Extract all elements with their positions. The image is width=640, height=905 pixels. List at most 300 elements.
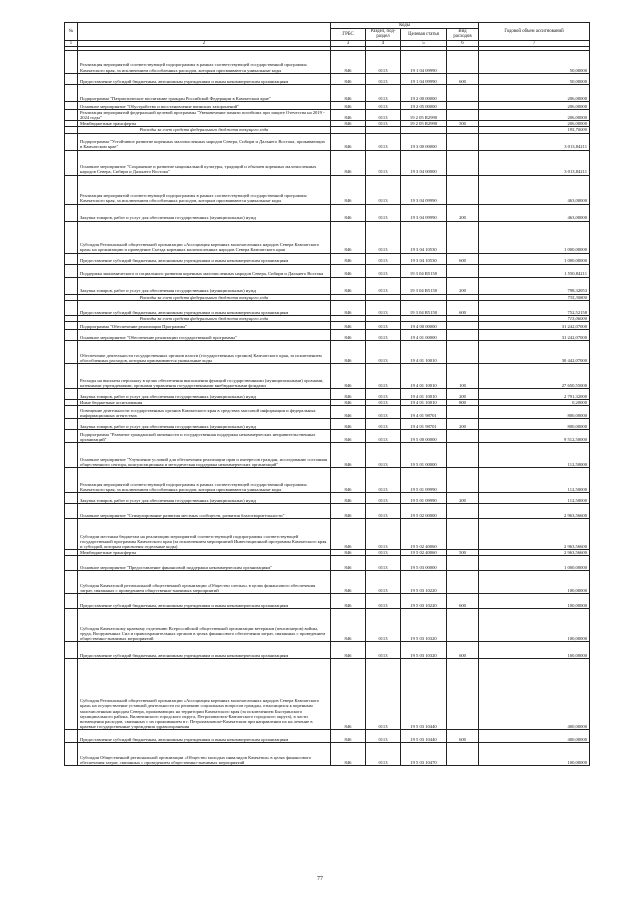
col-index: 5: [401, 40, 447, 46]
exptype-cell: [447, 322, 479, 330]
num-cell: [65, 730, 78, 743]
name-cell: Расходы на выплаты персоналу в целях обеспечения выполнения функций государственными (муниципальными) органами, казенными учреждениями, органами управления государственными внебюджетными фондами: [78, 364, 331, 389]
amount-cell: 206,00000: [479, 109, 590, 120]
num-cell: [65, 594, 78, 609]
name-cell: Основное мероприятие "Обеспечение реализации государственной программы": [78, 330, 331, 341]
table-row: [65, 493, 590, 504]
name-cell: Основное мероприятие "Обустройство и восстановление воинских захоронений": [78, 101, 331, 109]
target-cell: 19 5 02 00000: [401, 504, 447, 519]
table-row: [65, 468, 590, 493]
name-cell: Субсидия Общественной региональной организации «Общество молодых инвалидов Камчатки» в целях финансового обеспечения затрат, связанных с проведением общественно-значимых мероприятий: [78, 743, 331, 766]
target-cell: 19 4 01 10010: [401, 400, 447, 406]
name-cell: Реализация мероприятий соответствующей подпрограммы в рамках соответствующей государственной программы Камчатского края, за исключением обособленных расходов, которым присваиваются уникальные коды: [78, 468, 331, 493]
exptype-cell: 600: [447, 594, 479, 609]
table-row: [65, 571, 590, 594]
num-cell: [65, 504, 78, 519]
name-cell: Освещение деятельности государственных органов Камчатского края в средствах массовой информации и федеральных информационных агентствах: [78, 406, 331, 419]
table-row: [65, 50, 590, 73]
num-cell: [65, 300, 78, 315]
name-cell: Закупка товаров, работ и услуг для обеспечения государственных (муниципальных) нужд: [78, 493, 331, 504]
amount-cell: 31 242,07000: [479, 322, 590, 330]
section-cell: 0113: [366, 73, 401, 84]
target-cell: 19 3 00 00000: [401, 133, 447, 150]
target-cell: 19 3 04 09990: [401, 175, 447, 204]
section-cell: 0113: [366, 204, 401, 221]
grbs-cell: 846: [331, 730, 366, 743]
num-cell: [65, 322, 78, 330]
name-cell: Иные бюджетные ассигнования: [78, 400, 331, 406]
exptype-cell: [447, 743, 479, 766]
num-cell: [65, 364, 78, 389]
exptype-cell: 500: [447, 550, 479, 556]
amount-cell: 400,00000: [479, 659, 590, 730]
table-row: [65, 430, 590, 443]
table-row: [65, 253, 590, 264]
name-cell: Основное мероприятие "Сохранение и развитие национальной культуры, традиций и обычаев коренных малочисленных народов Севера, Сибири и Дальнего Востока": [78, 150, 331, 175]
grbs-cell: 846: [331, 50, 366, 73]
exptype-cell: [447, 556, 479, 571]
amount-cell: 195,70000: [479, 127, 590, 133]
exptype-cell: 600: [447, 300, 479, 315]
amount-cell: 1 000,00000: [479, 253, 590, 264]
exptype-cell: [447, 443, 479, 468]
target-cell: 19 3 04 R5150: [401, 300, 447, 315]
amount-cell: 50,00000: [479, 50, 590, 73]
section-cell: 0113: [366, 730, 401, 743]
name-cell: Субсидия Региональной общественной организации «Ассоциация коренных малочисленных народов Севера Камчатского края» на организацию и проведение Съезда коренных малочисленных народов Севера Камчатского края: [78, 221, 331, 253]
section-cell: 0113: [366, 659, 401, 730]
exptype-cell: [447, 659, 479, 730]
target-cell: 19 5 01 00000: [401, 443, 447, 468]
grbs-cell: 846: [331, 743, 366, 766]
table-row: [65, 277, 590, 294]
codes-header: Коды: [331, 23, 479, 29]
section-cell: 0113: [366, 330, 401, 341]
amount-cell: 100,00000: [479, 609, 590, 642]
name-cell: Межбюджетные трансферты: [78, 121, 331, 127]
target-cell: 19 3 04 10530: [401, 221, 447, 253]
section-cell: 0113: [366, 175, 401, 204]
table-row: [65, 556, 590, 571]
section-cell: 0113: [366, 609, 401, 642]
target-cell: 19 5 02 40060: [401, 519, 447, 550]
amount-cell: 31 242,07000: [479, 330, 590, 341]
grbs-cell: 846: [331, 406, 366, 419]
exptype-cell: [447, 406, 479, 419]
amount-cell: 2 791,32000: [479, 389, 590, 400]
amount-cell: 112,50000: [479, 493, 590, 504]
target-cell: 19 3 04 R5150: [401, 264, 447, 277]
target-cell: 19 5 02 40060: [401, 550, 447, 556]
name-cell: Предоставление субсидий бюджетным, автономным учреждениям и иным некоммерческим организациям: [78, 594, 331, 609]
table-row: [65, 133, 590, 150]
grbs-cell: 846: [331, 550, 366, 556]
table-row: [65, 659, 590, 730]
exptype-cell: 100: [447, 364, 479, 389]
amount-cell: 1 000,00000: [479, 221, 590, 253]
table-row: [65, 73, 590, 84]
target-cell: 19 4 01 98701: [401, 419, 447, 430]
exptype-cell: [447, 133, 479, 150]
target-cell: 19 2 00 00000: [401, 84, 447, 101]
amount-cell: 715,06000: [479, 315, 590, 321]
name-cell: Основное мероприятие "Стимулирование развития местных сообществ, развития благотворительности": [78, 504, 331, 519]
name-cell: Обеспечение деятельности государственных органов власти (государственных органов) Камчатского края, за исключением обособленных расходов, которым присваиваются уникальные коды: [78, 341, 331, 364]
name-cell: Субсидия Камчатскому краевому отделению Всероссийской общественной организации ветеранов (пенсионеров) войны, труда, Вооруженных Сил и правоохранительных органов в целях финансового обеспечения затрат, связанных с проведением общественно-значимых мероприятий: [78, 609, 331, 642]
name-cell: Подпрограмма "Устойчивое развитие коренных малочисленных народов Севера, Сибири и Дальнего Востока, проживающих в Камчатском крае": [78, 133, 331, 150]
table-row: [65, 519, 590, 550]
section-cell: 0113: [366, 468, 401, 493]
num-cell: [65, 264, 78, 277]
exptype-cell: 600: [447, 73, 479, 84]
table-row: [65, 642, 590, 659]
col-index: 7: [479, 40, 590, 46]
section-cell: 0113: [366, 264, 401, 277]
table-row: [65, 175, 590, 204]
grbs-cell: 846: [331, 594, 366, 609]
exptype-cell: 500: [447, 121, 479, 127]
exptype-cell: [447, 330, 479, 341]
num-cell: [65, 50, 78, 73]
table-row: [65, 389, 590, 400]
table-row: [65, 609, 590, 642]
num-cell: [65, 556, 78, 571]
num-cell: [65, 493, 78, 504]
section-cell: 0113: [366, 642, 401, 659]
exptype-cell: [447, 519, 479, 550]
target-cell: 19 3 04 00000: [401, 150, 447, 175]
table-row: [65, 322, 590, 330]
grbs-cell: 846: [331, 253, 366, 264]
exptype-cell: [447, 109, 479, 120]
target-cell: 19 4 01 10010: [401, 341, 447, 364]
grbs-cell: 846: [331, 642, 366, 659]
name-cell: Предоставление субсидий бюджетным, автономным учреждениям и иным некоммерческим организациям: [78, 300, 331, 315]
num-cell: [65, 419, 78, 430]
table-row: [65, 504, 590, 519]
exptype-cell: [447, 84, 479, 101]
col-target-header: Целевая статья: [401, 29, 447, 40]
name-cell: Подпрограмма "Развитие гражданской активности и государственная поддержка некоммерческих неправительственных организаций": [78, 430, 331, 443]
table-row: [65, 204, 590, 221]
name-cell: Закупка товаров, работ и услуг для обеспечения государственных (муниципальных) нужд: [78, 277, 331, 294]
col-volume-header: Годовой объем ассигнований: [479, 23, 590, 41]
name-cell: Расходы за счет средств федерального бюджета текущего года: [78, 294, 331, 300]
grbs-cell: 846: [331, 330, 366, 341]
exptype-cell: [447, 150, 479, 175]
table-row: [65, 264, 590, 277]
grbs-cell: 846: [331, 150, 366, 175]
amount-cell: 3 013,84211: [479, 133, 590, 150]
target-cell: 19 5 01 09990: [401, 468, 447, 493]
grbs-cell: 846: [331, 519, 366, 550]
amount-cell: 30 442,07000: [479, 341, 590, 364]
num-cell: [65, 389, 78, 400]
num-cell: [65, 109, 78, 120]
target-cell: 19 5 03 10440: [401, 659, 447, 730]
amount-cell: 752,52158: [479, 300, 590, 315]
target-cell: 19 3 04 R5150: [401, 277, 447, 294]
grbs-cell: 846: [331, 556, 366, 571]
table-row: [65, 443, 590, 468]
table-row: [65, 109, 590, 120]
name-cell: Закупка товаров, работ и услуг для обеспечения государственных (муниципальных) нужд: [78, 389, 331, 400]
num-cell: [65, 150, 78, 175]
name-cell: Закупка товаров, работ и услуг для обеспечения государственных (муниципальных) нужд: [78, 419, 331, 430]
section-cell: 0113: [366, 389, 401, 400]
num-cell: [65, 175, 78, 204]
num-cell: [65, 659, 78, 730]
amount-cell: 0,20000: [479, 400, 590, 406]
page-number: 77: [317, 876, 323, 882]
table-row: [65, 221, 590, 253]
section-cell: 0113: [366, 253, 401, 264]
num-cell: [65, 84, 78, 101]
grbs-cell: 846: [331, 73, 366, 84]
exptype-cell: 200: [447, 389, 479, 400]
section-cell: 0113: [366, 419, 401, 430]
exptype-cell: 200: [447, 204, 479, 221]
target-cell: 19 5 03 10470: [401, 743, 447, 766]
name-cell: Реализация мероприятий соответствующей подпрограммы в рамках соответствующей государственной программы Камчатского края, за исключением обособленных расходов, которым присваиваются уникальные коды: [78, 175, 331, 204]
name-cell: Субсидии местным бюджетам на реализацию мероприятий соответствующей подпрограммы соответствующей государственной программы Камчатского края (за исключением мероприятий Инвестиционной программы Камчатского края и субсидий, которым присвоены отдельные коды): [78, 519, 331, 550]
exptype-cell: 600: [447, 253, 479, 264]
table-row: [65, 364, 590, 389]
grbs-cell: 846: [331, 121, 366, 127]
num-cell: [65, 609, 78, 642]
num-cell: [65, 743, 78, 766]
target-cell: 19 2 05 R2990: [401, 121, 447, 127]
table-row: [65, 150, 590, 175]
section-cell: 0113: [366, 743, 401, 766]
target-cell: 19 2 05 00000: [401, 101, 447, 109]
section-cell: 0113: [366, 322, 401, 330]
amount-cell: 9 512,50000: [479, 430, 590, 443]
num-cell: [65, 204, 78, 221]
amount-cell: 2 963,56600: [479, 519, 590, 550]
table-header: [65, 23, 590, 51]
section-cell: 0113: [366, 341, 401, 364]
amount-cell: 206,00000: [479, 84, 590, 101]
name-cell: Предоставление субсидий бюджетным, автономным учреждениям и иным некоммерческим организациям: [78, 730, 331, 743]
name-cell: Субсидия Камчатской региональной общественной организации «Общество слепых» в целях финансового обеспечения затрат, связанных с проведением общественно-значимых мероприятий: [78, 571, 331, 594]
num-cell: [65, 341, 78, 364]
name-cell: Субсидия Региональной общественной организации «Ассоциация коренных малочисленных народов Севера Камчатского края» на осуществление уставной деятельности по решению социальных вопросов граждан, относящихся к коренным малочисленным народам Севера, проживающих на территории Камчатского края (за исключением Быстринского муниципального района, Вилючинского городского округа, Петропавловск-Камчатского городского округа), в части возмещения расходов, связанных с их проживанием в г. Петропавловске-Камчатском при направлении их на лечение в краевые государственные учреждения здравоохранения: [78, 659, 331, 730]
grbs-cell: 846: [331, 300, 366, 315]
section-cell: 0113: [366, 406, 401, 419]
name-cell: Основное мероприятие "Улучшение условий для обеспечения реализации прав и интересов граждан, исследование состояния общественного сектора, консультационная и методическая поддержка некоммерческих организаций": [78, 443, 331, 468]
amount-cell: 100,00000: [479, 743, 590, 766]
amount-cell: 800,00000: [479, 406, 590, 419]
target-cell: 19 4 01 98701: [401, 406, 447, 419]
table-body: [65, 50, 590, 766]
grbs-cell: 846: [331, 277, 366, 294]
amount-cell: 100,00000: [479, 642, 590, 659]
exptype-cell: [447, 175, 479, 204]
target-cell: 19 5 03 10320: [401, 609, 447, 642]
amount-cell: 2 963,56600: [479, 550, 590, 556]
col-index: 3: [331, 40, 366, 46]
grbs-cell: 846: [331, 443, 366, 468]
col-exptype-header: Вид расходов: [447, 29, 479, 40]
target-cell: 19 3 04 09990: [401, 204, 447, 221]
grbs-cell: 846: [331, 430, 366, 443]
col-index: 6: [447, 40, 479, 46]
section-cell: 0113: [366, 519, 401, 550]
section-cell: 0113: [366, 364, 401, 389]
target-cell: 19 5 03 10220: [401, 594, 447, 609]
section-cell: 0113: [366, 84, 401, 101]
target-cell: 19 4 01 10010: [401, 389, 447, 400]
num-cell: [65, 406, 78, 419]
target-cell: 19 5 03 10440: [401, 730, 447, 743]
exptype-cell: [447, 341, 479, 364]
section-cell: 0113: [366, 594, 401, 609]
grbs-cell: 846: [331, 341, 366, 364]
amount-cell: 735,30800: [479, 294, 590, 300]
amount-cell: 463,00000: [479, 204, 590, 221]
name-cell: Предоставление субсидий бюджетным, автономным учреждениям и иным некоммерческим организациям: [78, 253, 331, 264]
amount-cell: 2 963,56600: [479, 504, 590, 519]
section-cell: 0113: [366, 300, 401, 315]
target-cell: 19 4 01 00000: [401, 330, 447, 341]
amount-cell: 206,00000: [479, 121, 590, 127]
col-index: 4: [366, 40, 401, 46]
exptype-cell: 600: [447, 642, 479, 659]
name-cell: Расходы за счет средств федерального бюджета текущего года: [78, 315, 331, 321]
exptype-cell: [447, 221, 479, 253]
section-cell: 0113: [366, 571, 401, 594]
target-cell: 19 5 01 09990: [401, 493, 447, 504]
col-number-header: №: [65, 23, 78, 41]
table-row: [65, 101, 590, 109]
amount-cell: 3 013,84211: [479, 150, 590, 175]
num-cell: [65, 133, 78, 150]
grbs-cell: 846: [331, 504, 366, 519]
grbs-cell: 846: [331, 204, 366, 221]
grbs-cell: 846: [331, 571, 366, 594]
num-cell: [65, 221, 78, 253]
num-cell: [65, 277, 78, 294]
amount-cell: 800,00000: [479, 419, 590, 430]
section-cell: 0113: [366, 50, 401, 73]
section-cell: 0113: [366, 550, 401, 556]
grbs-cell: 846: [331, 322, 366, 330]
target-cell: 19 4 00 00000: [401, 322, 447, 330]
grbs-cell: 846: [331, 101, 366, 109]
exptype-cell: [447, 468, 479, 493]
num-cell: [65, 430, 78, 443]
name-cell: Реализация мероприятий соответствующей подпрограммы в рамках соответствующей государственной программы Камчатского края, за исключением обособленных расходов, которым присваиваются уникальные коды: [78, 50, 331, 73]
grbs-cell: 846: [331, 84, 366, 101]
name-cell: Подпрограмма "Патриотическое воспитание граждан Российской Федерации в Камчатском крае": [78, 84, 331, 101]
amount-cell: 100,00000: [479, 571, 590, 594]
grbs-cell: 846: [331, 400, 366, 406]
section-cell: 0113: [366, 133, 401, 150]
name-cell: Предоставление субсидий бюджетным, автономным учреждениям и иным некоммерческим организациям: [78, 642, 331, 659]
grbs-cell: 846: [331, 468, 366, 493]
table-row: [65, 341, 590, 364]
col-index: 1: [65, 40, 78, 46]
target-cell: 19 5 03 00000: [401, 556, 447, 571]
name-cell: Закупка товаров, работ и услуг для обеспечения государственных (муниципальных) нужд: [78, 204, 331, 221]
target-cell: 19 2 05 R2990: [401, 109, 447, 120]
amount-cell: 112,50000: [479, 468, 590, 493]
col-name-header: [78, 23, 331, 41]
grbs-cell: 846: [331, 175, 366, 204]
amount-cell: 1 000,00000: [479, 556, 590, 571]
target-cell: 19 5 03 10320: [401, 642, 447, 659]
name-cell: Предоставление субсидий бюджетным, автономным учреждениям и иным некоммерческим организациям: [78, 73, 331, 84]
section-cell: 0113: [366, 493, 401, 504]
exptype-cell: 200: [447, 277, 479, 294]
target-cell: 19 3 04 10530: [401, 253, 447, 264]
grbs-cell: 846: [331, 389, 366, 400]
name-cell: Расходы за счет средств федерального бюджета текущего года: [78, 127, 331, 133]
amount-cell: 50,00000: [479, 73, 590, 84]
table-row: [65, 300, 590, 315]
section-cell: 0113: [366, 443, 401, 468]
grbs-cell: 846: [331, 109, 366, 120]
section-cell: 0113: [366, 109, 401, 120]
grbs-cell: 846: [331, 133, 366, 150]
exptype-cell: 200: [447, 493, 479, 504]
section-cell: 0113: [366, 277, 401, 294]
exptype-cell: [447, 101, 479, 109]
section-cell: 0113: [366, 556, 401, 571]
num-cell: [65, 642, 78, 659]
section-cell: 0113: [366, 150, 401, 175]
exptype-cell: [447, 430, 479, 443]
budget-sheet: [64, 22, 589, 766]
name-cell: Межбюджетные трансферты: [78, 550, 331, 556]
table-row: [65, 594, 590, 609]
table-row: [65, 419, 590, 430]
amount-cell: 100,00000: [479, 594, 590, 609]
exptype-cell: [447, 50, 479, 73]
num-cell: [65, 443, 78, 468]
name-cell: Основное мероприятие "Предоставление финансовой поддержки некоммерческим организациям": [78, 556, 331, 571]
table-row: [65, 406, 590, 419]
target-cell: 19 5 03 10220: [401, 571, 447, 594]
target-cell: 19 5 00 00000: [401, 430, 447, 443]
exptype-cell: 800: [447, 400, 479, 406]
exptype-cell: [447, 609, 479, 642]
budget-table: [64, 22, 590, 766]
exptype-cell: [447, 264, 479, 277]
num-cell: [65, 101, 78, 109]
num-cell: [65, 73, 78, 84]
target-cell: 19 4 01 10010: [401, 364, 447, 389]
target-cell: 19 1 04 09990: [401, 50, 447, 73]
num-cell: [65, 468, 78, 493]
amount-cell: 798,32053: [479, 277, 590, 294]
num-cell: [65, 253, 78, 264]
amount-cell: 463,00000: [479, 175, 590, 204]
section-cell: 0113: [366, 504, 401, 519]
name-cell: Поддержка экономического и социального развития коренных малочисленных народов Севера, Сибири и Дальнего Востока: [78, 264, 331, 277]
grbs-cell: 846: [331, 493, 366, 504]
col-grbs-header: ГРБС: [331, 29, 366, 40]
exptype-cell: [447, 504, 479, 519]
table-row: [65, 743, 590, 766]
grbs-cell: 846: [331, 264, 366, 277]
section-cell: 0113: [366, 101, 401, 109]
amount-cell: 1 550,84211: [479, 264, 590, 277]
exptype-cell: 200: [447, 419, 479, 430]
amount-cell: 400,00000: [479, 730, 590, 743]
section-cell: 0113: [366, 400, 401, 406]
